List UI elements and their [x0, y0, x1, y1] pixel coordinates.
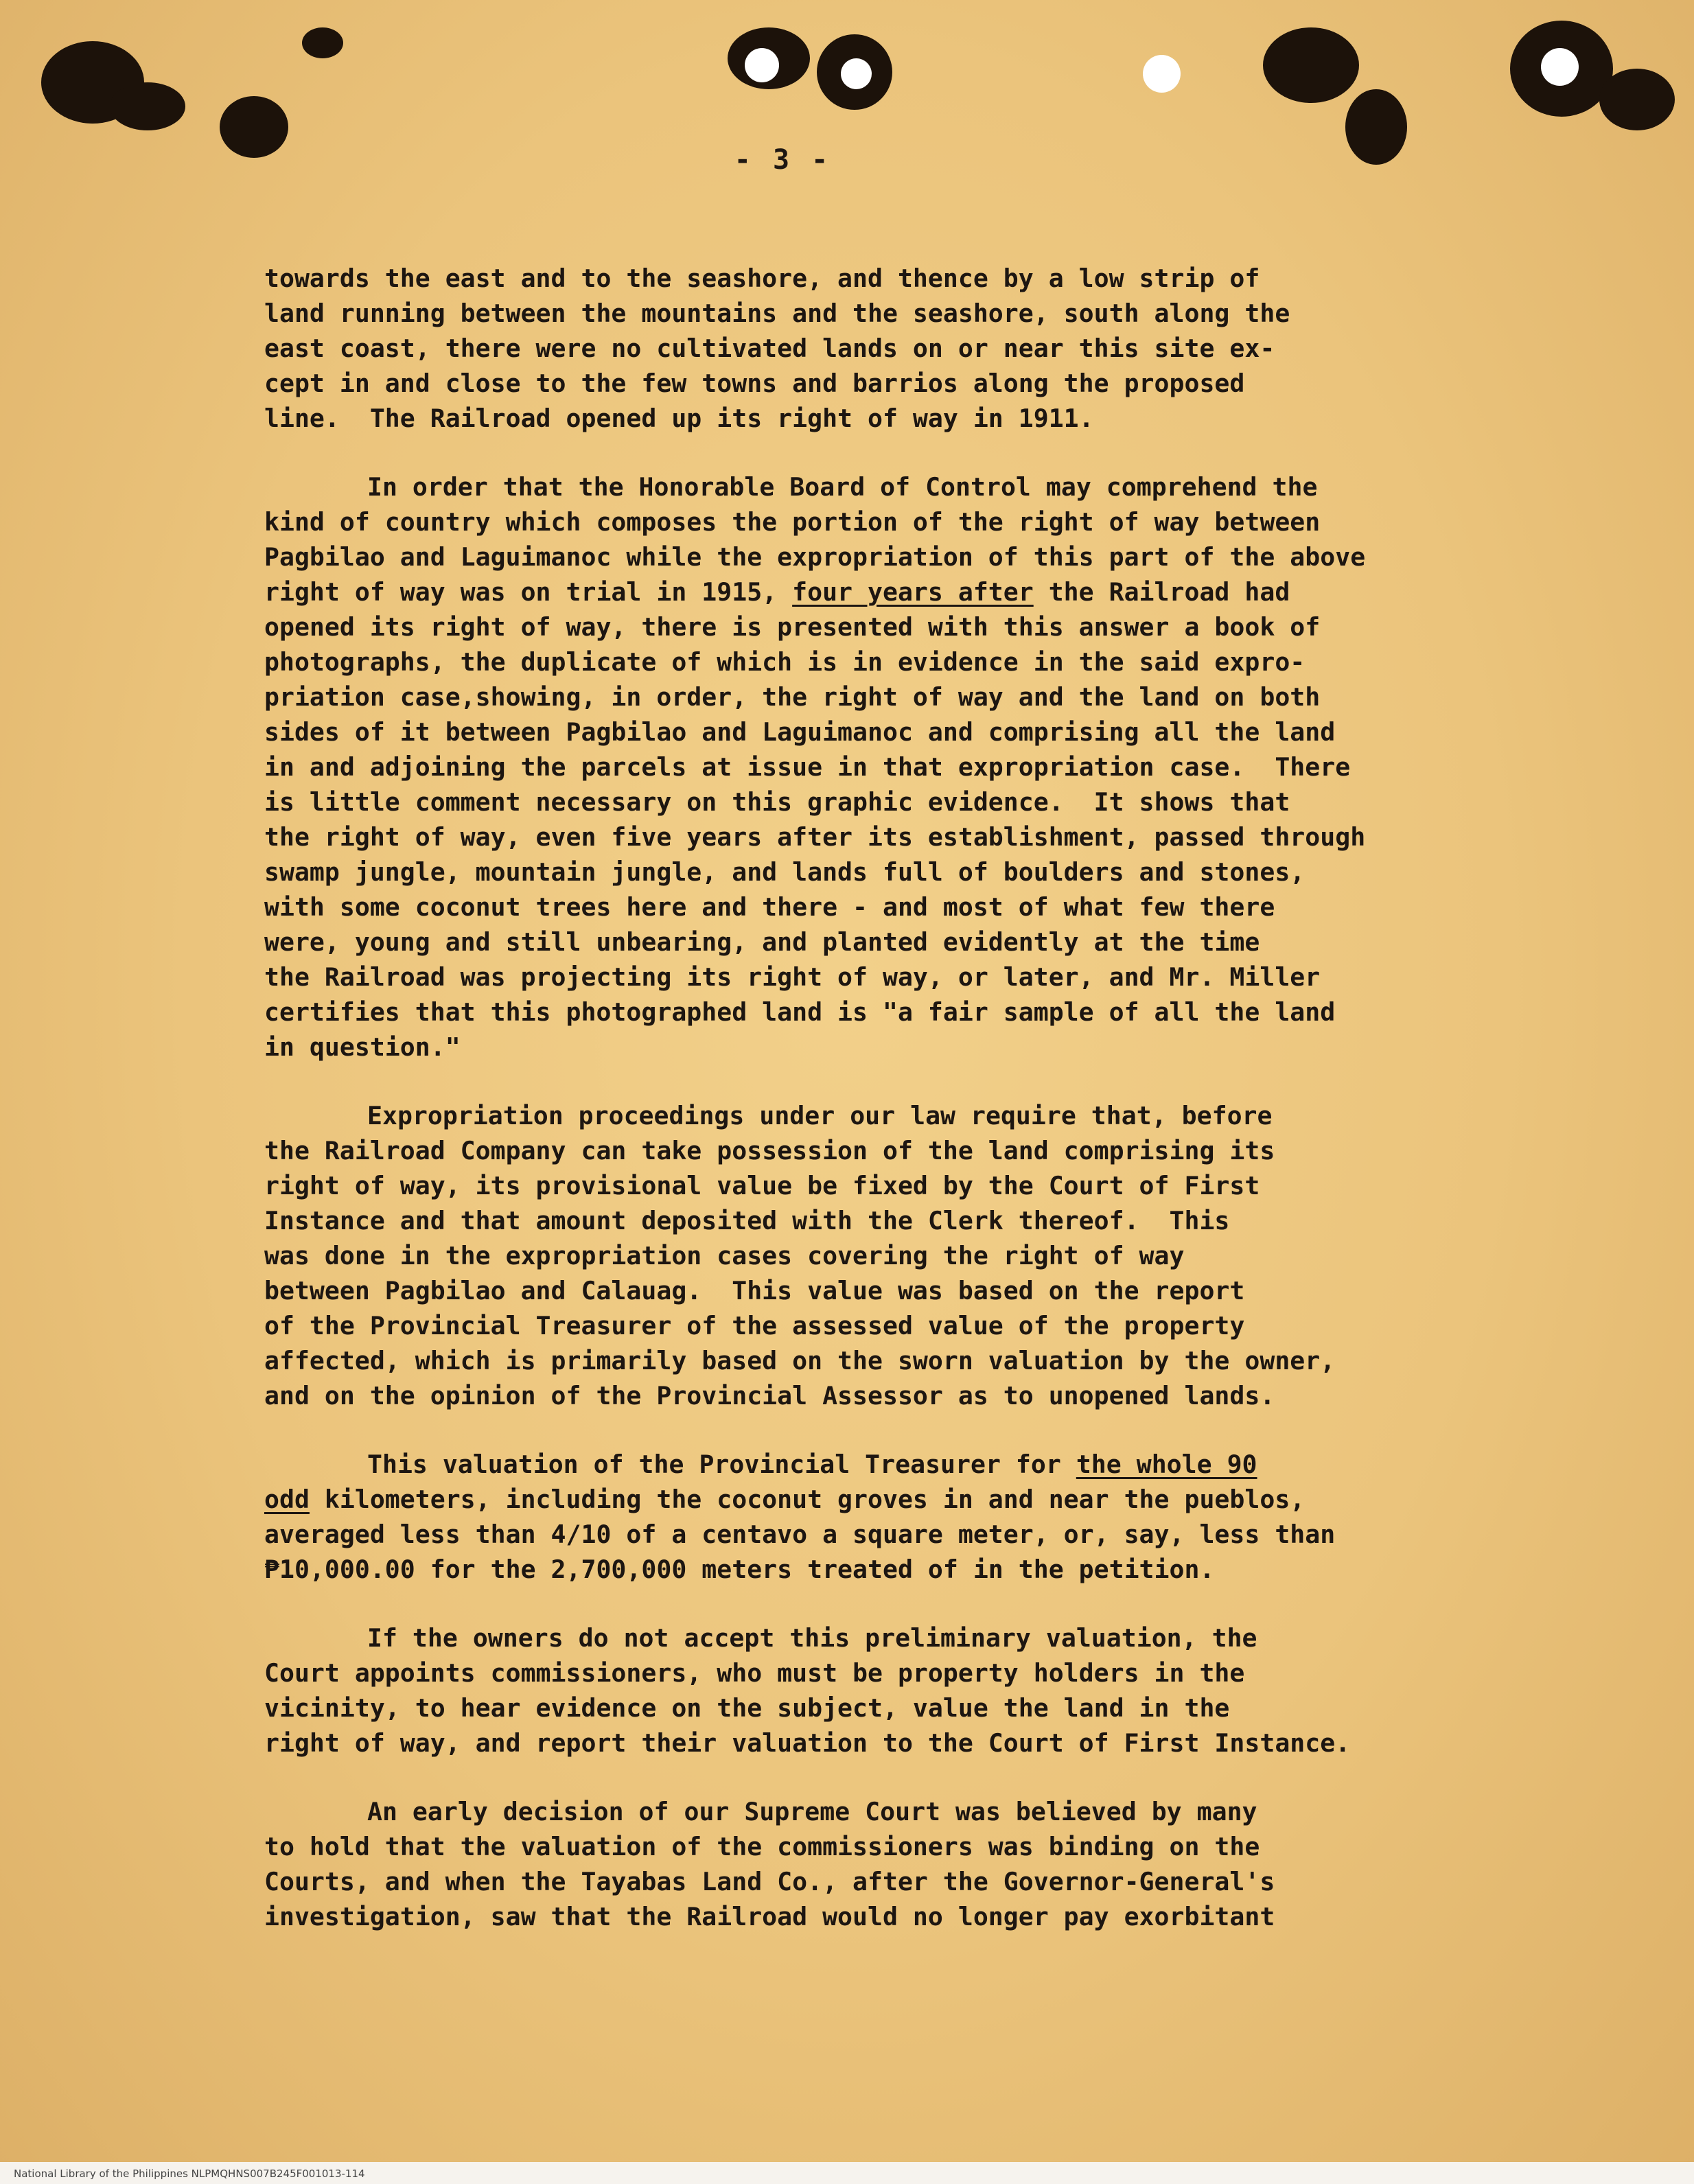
burn-mark [1263, 27, 1359, 103]
text-line [264, 574, 1555, 609]
text-line: priation case,showing, in order, the right of way and the land on both [264, 682, 1321, 712]
page-number: - 3 - [734, 144, 831, 176]
text-line [264, 1447, 1555, 1482]
paragraph-1 [264, 261, 1555, 436]
burn-mark [1345, 89, 1407, 165]
burn-mark [302, 27, 343, 58]
punch-hole [1541, 48, 1579, 86]
text-segment: kilometers, including the coconut groves in and near the pueblos, [309, 1485, 1306, 1514]
text-line: is little comment necessary on this graphic evidence. It shows that [264, 787, 1290, 817]
punch-hole [745, 48, 779, 82]
text-line: in and adjoining the parcels at issue in that expropriation case. There [264, 752, 1351, 782]
text-segment: the Railroad had [1033, 577, 1290, 607]
text-line: cept in and close to the few towns and barrios along the proposed [264, 369, 1245, 398]
text-line: in question." [264, 1032, 461, 1062]
paragraph-2 [264, 469, 1555, 1065]
text-line: affected, which is primarily based on the sworn valuation by the owner, [264, 1346, 1336, 1375]
text-line: certifies that this photographed land is "a fair sample of all the land [264, 997, 1336, 1027]
text-line: towards the east and to the seashore, and thence by a low strip of [264, 264, 1260, 293]
text-line: Court appoints commissioners, who must be property holders in the [264, 1658, 1245, 1688]
text-line: Instance and that amount deposited with the Clerk thereof. This [264, 1206, 1230, 1235]
text-line: investigation, saw that the Railroad would no longer pay exorbitant [264, 1902, 1275, 1931]
text-line: the right of way, even five years after its establishment, passed through [264, 822, 1366, 852]
text-line: line. The Railroad opened up its right of way in 1911. [264, 404, 1094, 433]
text-line: east coast, there were no cultivated lands on or near this site ex- [264, 334, 1275, 363]
text-line: opened its right of way, there is presented with this answer a book of [264, 612, 1321, 642]
text-line: photographs, the duplicate of which is in evidence in the said expro- [264, 647, 1306, 677]
burn-mark [1599, 69, 1675, 130]
text-line: kind of country which composes the portion of the right of way between [264, 507, 1321, 537]
punch-hole [1143, 55, 1181, 93]
text-line: right of way, its provisional value be fixed by the Court of First [264, 1171, 1260, 1200]
paragraph-6 [264, 1794, 1555, 1934]
burn-mark [220, 96, 288, 158]
text-line: between Pagbilao and Calauag. This value was based on the report [264, 1276, 1245, 1305]
text-line: of the Provincial Treasurer of the assessed value of the property [264, 1311, 1245, 1340]
punch-hole [841, 58, 872, 89]
text-line: with some coconut trees here and there - and most of what few there [264, 892, 1275, 922]
text-line: the Railroad Company can take possession of the land comprising its [264, 1136, 1275, 1165]
text-line: to hold that the valuation of the commissioners was binding on the [264, 1832, 1260, 1861]
text-segment: This valuation of the Provincial Treasurer for [367, 1450, 1076, 1479]
text-line: sides of it between Pagbilao and Laguimanoc and comprising all the land [264, 717, 1336, 747]
text-line: vicinity, to hear evidence on the subject, value the land in the [264, 1693, 1230, 1723]
text-line: An early decision of our Supreme Court was believed by many [367, 1797, 1257, 1826]
text-line: right of way, and report their valuation to the Court of First Instance. [264, 1728, 1351, 1758]
text-segment: right of way was on trial in 1915, [264, 577, 793, 607]
text-line: Courts, and when the Tayabas Land Co., after the Governor-General's [264, 1867, 1275, 1896]
underlined-phrase: four years after [792, 577, 1034, 607]
text-line: land running between the mountains and the seashore, south along the [264, 299, 1290, 328]
text-line: were, young and still unbearing, and planted evidently at the time [264, 927, 1260, 957]
text-line: Pagbilao and Laguimanoc while the expropriation of this part of the above [264, 542, 1366, 572]
text-line: swamp jungle, mountain jungle, and lands full of boulders and stones, [264, 857, 1306, 887]
text-line [264, 1482, 1555, 1517]
text-line: ₱10,000.00 for the 2,700,000 meters treated of in the petition. [264, 1555, 1215, 1584]
burn-mark [110, 82, 185, 130]
underlined-phrase: the whole 90 [1076, 1450, 1257, 1479]
paragraph-5 [264, 1620, 1555, 1761]
text-line: averaged less than 4/10 of a centavo a square meter, or, say, less than [264, 1520, 1336, 1549]
footer-caption: National Library of the Philippines NLPMQHNS007B245F001013-114 [14, 2168, 365, 2180]
paragraph-3 [264, 1098, 1555, 1413]
text-line: was done in the expropriation cases covering the right of way [264, 1241, 1185, 1270]
text-line: the Railroad was projecting its right of way, or later, and Mr. Miller [264, 962, 1321, 992]
underlined-phrase: odd [264, 1485, 310, 1514]
text-line: Expropriation proceedings under our law require that, before [367, 1101, 1273, 1130]
paragraph-4 [264, 1447, 1555, 1587]
text-line: and on the opinion of the Provincial Assessor as to unopened lands. [264, 1381, 1275, 1410]
text-line: In order that the Honorable Board of Control may comprehend the [367, 472, 1318, 502]
body-text [264, 261, 1555, 1968]
text-line: If the owners do not accept this preliminary valuation, the [367, 1623, 1257, 1653]
